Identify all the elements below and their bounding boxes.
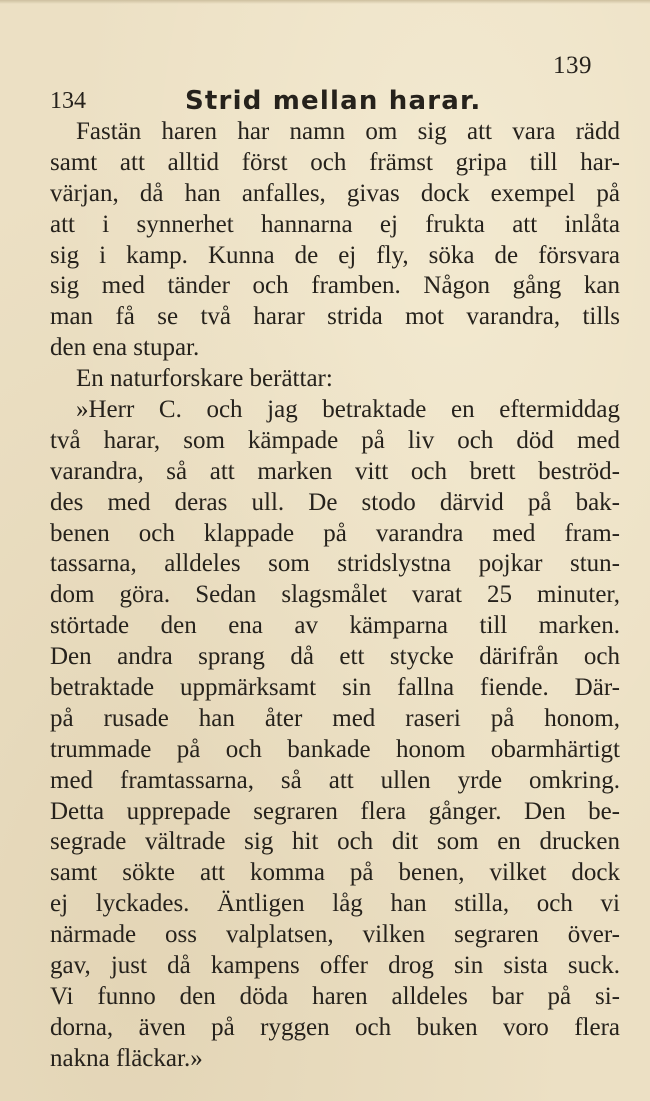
text-line: man få se två harar strida mot varandra, tills [50, 303, 620, 331]
page-number: 139 [553, 52, 592, 79]
text-line: nakna fläckar.» [50, 1044, 203, 1072]
text-line: störtade den ena av kämparna till marken. [50, 612, 620, 640]
text-line: benen och klappade på varandra med fram- [50, 519, 620, 547]
text-line: ej lyckades. Äntligen låg han stilla, och vi [50, 890, 620, 918]
section-number: 134 [50, 88, 86, 114]
text-line: »Herr C. och jag betraktade en eftermiddag [76, 396, 620, 424]
text-line: Detta upprepade segraren flera gånger. Den be- [50, 797, 620, 825]
text-line: samt att alltid först och främst gripa till har- [50, 148, 620, 176]
body-text [50, 117, 620, 1075]
text-line: att i synnerhet hannarna ej frukta att inlåta [50, 210, 620, 238]
text-line: samt sökte att komma på benen, vilket dock [50, 859, 620, 887]
text-line: två harar, som kämpade på liv och död med [50, 426, 620, 454]
page-top-edge [0, 0, 650, 4]
text-line: på rusade han åter med raseri på honom, [50, 704, 620, 732]
section-header [50, 88, 620, 118]
text-line: sig i kamp. Kunna de ej fly, söka de försvara [50, 241, 620, 269]
text-line: tassarna, alldeles som stridslystna pojkar stun- [50, 550, 620, 578]
text-line: trummade på och bankade honom obarmhärtigt [50, 735, 620, 763]
text-line: Vi funno den döda haren alldeles bar på si- [50, 982, 620, 1010]
text-line: segrade vältrade sig hit och dit som en drucken [50, 828, 620, 856]
text-line: des med deras ull. De stodo därvid på bak- [50, 488, 620, 516]
text-line: sig med tänder och framben. Någon gång kan [50, 272, 620, 300]
text-line: Fastän haren har namn om sig att vara rädd [76, 118, 620, 145]
text-line: dorna, även på ryggen och buken voro flera [50, 1013, 620, 1041]
text-line: dom göra. Sedan slagsmålet varat 25 minuter, [50, 581, 620, 609]
text-line: närmade oss valplatsen, vilken segraren över- [50, 921, 620, 949]
text-line: En naturforskare berättar: [76, 365, 333, 393]
text-line: gav, just då kampens offer drog sin sista suck. [50, 952, 620, 980]
text-line: den ena stupar. [50, 334, 200, 362]
text-line: Den andra sprang då ett stycke därifrån och [50, 643, 620, 671]
text-line: värjan, då han anfalles, givas dock exempel på [50, 179, 620, 207]
section-title: Strid mellan harar. [185, 86, 482, 116]
text-line: betraktade uppmärksamt sin fallna fiende. Där- [50, 674, 620, 702]
text-line: varandra, så att marken vitt och brett beströd- [50, 457, 620, 485]
text-line: med framtassarna, så att ullen yrde omkring. [50, 766, 620, 794]
